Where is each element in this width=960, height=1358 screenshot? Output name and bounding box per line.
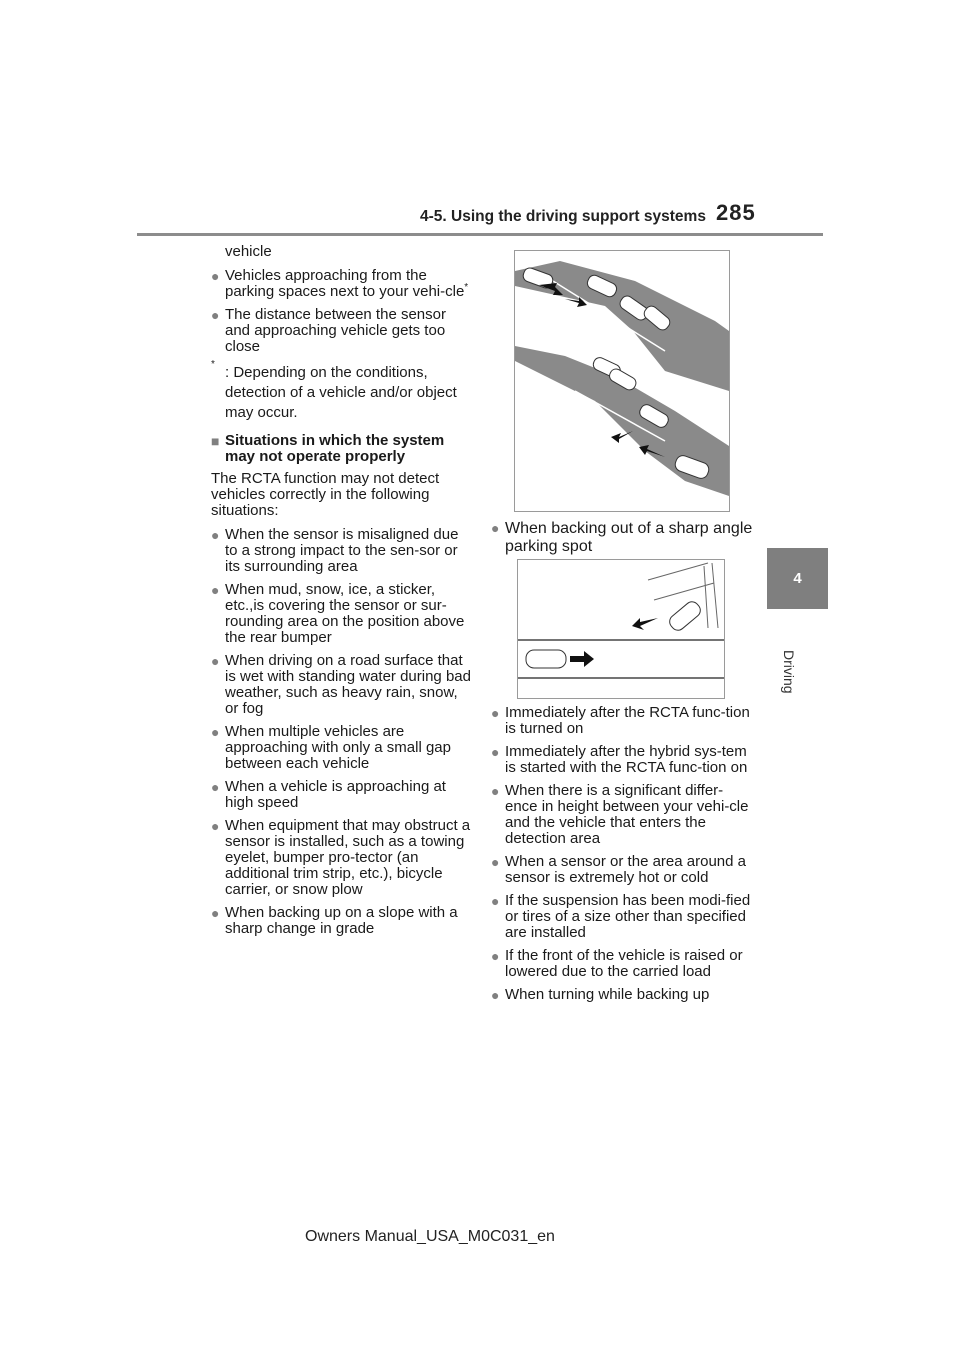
footnote bbox=[211, 359, 473, 423]
list-item-text: When a vehicle is approaching at high speed bbox=[225, 778, 446, 811]
list-item-text: When driving on a road surface that is wet with standing water during bad weather, such as heavy rain, snow, or fog bbox=[225, 652, 471, 717]
list-item bbox=[211, 724, 473, 772]
list-item bbox=[491, 893, 753, 941]
list-item bbox=[211, 268, 473, 300]
section-heading bbox=[211, 433, 473, 465]
bullet-icon: ● bbox=[491, 893, 500, 909]
list-item bbox=[491, 705, 753, 737]
backing-out-illustration bbox=[517, 559, 725, 699]
footnote-text: : Depending on the conditions, detection of a vehicle and/or object may occur. bbox=[225, 364, 457, 421]
continued-text: vehicle bbox=[225, 243, 272, 260]
bullet-icon: ● bbox=[211, 818, 220, 834]
document-id: Owners Manual_USA_M0C031_en bbox=[305, 1228, 555, 1245]
bullet-icon: ● bbox=[491, 948, 500, 964]
list-item bbox=[491, 520, 753, 556]
list-item bbox=[211, 527, 473, 575]
chapter-label: Driving bbox=[781, 650, 797, 694]
bullet-icon: ● bbox=[491, 520, 500, 536]
list-item bbox=[491, 854, 753, 886]
list-item-text: Immediately after the hybrid sys-tem is started with the RCTA func-tion on bbox=[505, 743, 748, 776]
chapter-tab: 4 bbox=[767, 548, 828, 609]
list-item-text: When backing up on a slope with a sharp change in grade bbox=[225, 904, 458, 937]
list-item-text: When there is a significant differ-ence in height between your vehi-cle and the vehicle that enters the detection area bbox=[505, 782, 749, 847]
bullet-icon: ● bbox=[211, 307, 220, 323]
page-number: 285 bbox=[716, 200, 756, 225]
list-item-text: When a sensor or the area around a sensor is extremely hot or cold bbox=[505, 853, 746, 886]
heading-square-icon: ■ bbox=[211, 433, 220, 449]
list-item bbox=[211, 582, 473, 646]
header-rule bbox=[137, 233, 823, 236]
bullet-icon: ● bbox=[211, 905, 220, 921]
list-item-text: When equipment that may obstruct a sensor is installed, such as a towing eyelet, bumper pro-tector (an additional trim strip, etc.), bicycle carrier, or snow plow bbox=[225, 817, 471, 898]
bullet-icon: ● bbox=[211, 724, 220, 740]
bullet-icon: ● bbox=[491, 783, 500, 799]
list-item bbox=[491, 783, 753, 847]
parking-lot-diagram-icon bbox=[518, 560, 724, 698]
bullet-icon: ● bbox=[211, 582, 220, 598]
bullet-icon: ● bbox=[211, 268, 220, 284]
footnote-mark: * bbox=[211, 359, 215, 370]
left-column bbox=[211, 244, 473, 944]
section-title: 4-5. Using the driving support systems bbox=[420, 208, 706, 225]
list-item bbox=[211, 307, 473, 355]
list-item bbox=[211, 653, 473, 717]
heading-text: Situations in which the system may not operate properly bbox=[225, 432, 445, 465]
list-item-text: When backing out of a sharp angle parking spot bbox=[505, 520, 753, 555]
bullet-icon: ● bbox=[211, 779, 220, 795]
list-item bbox=[491, 948, 753, 980]
bullet-icon: ● bbox=[491, 744, 500, 760]
bullet-icon: ● bbox=[491, 705, 500, 721]
bullet-icon: ● bbox=[491, 854, 500, 870]
list-item-text: Vehicles approaching from the parking spaces next to your vehi-cle bbox=[225, 267, 465, 300]
list-item bbox=[211, 818, 473, 898]
list-item bbox=[491, 744, 753, 776]
right-column-list bbox=[491, 705, 753, 1010]
list-item-text: When multiple vehicles are approaching with only a small gap between each vehicle bbox=[225, 723, 451, 772]
list-item bbox=[211, 779, 473, 811]
footnote-marker: * bbox=[464, 282, 469, 293]
intro-paragraph: The RCTA function may not detect vehicles correctly in the following situations: bbox=[211, 470, 440, 519]
bullet-icon: ● bbox=[491, 987, 500, 1003]
list-item-text: When the sensor is misaligned due to a strong impact to the sen-sor or its surrounding area bbox=[225, 526, 459, 575]
list-item-text: If the front of the vehicle is raised or lowered due to the carried load bbox=[505, 947, 743, 980]
angled-parking-illustration bbox=[514, 250, 730, 512]
bullet-icon: ● bbox=[211, 653, 220, 669]
list-item-text: The distance between the sensor and approaching vehicle gets too close bbox=[225, 306, 446, 355]
list-item-text: When mud, snow, ice, a sticker, etc.,is covering the sensor or sur-rounding area on the position above the rear bumper bbox=[225, 581, 465, 646]
list-item-text: Immediately after the RCTA func-tion is turned on bbox=[505, 704, 750, 737]
list-item bbox=[491, 987, 753, 1003]
list-item-text: When turning while backing up bbox=[505, 986, 710, 1003]
bullet-icon: ● bbox=[211, 527, 220, 543]
figure1-caption-list bbox=[491, 520, 753, 563]
road-diagram-icon bbox=[515, 251, 729, 511]
list-item-text: If the suspension has been modi-fied or tires of a size other than specified are installed bbox=[505, 892, 751, 941]
list-item bbox=[211, 905, 473, 937]
